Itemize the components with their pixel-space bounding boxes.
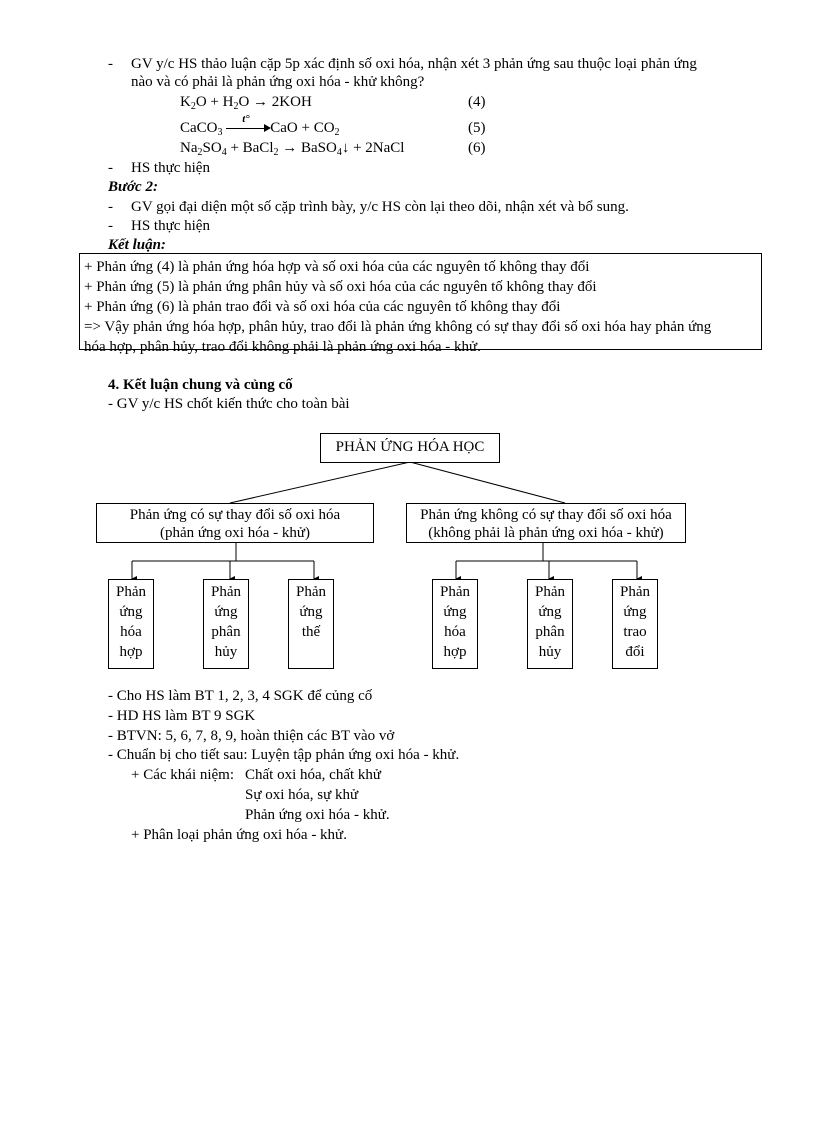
leaf-text: hợp [119, 644, 143, 660]
intro-line-1: GV y/c HS thảo luận cặp 5p xác định số oxi hóa, nhận xét 3 phản ứng sau thuộc loại phản ứng [131, 56, 697, 72]
leaf-box-exchange [612, 579, 658, 669]
homework-line: - HD HS làm BT 9 SGK [108, 708, 256, 724]
conclusion-line: => Vậy phản ứng hóa hợp, phân hủy, trao đổi là phản ứng không có sự thay đổi số oxi hóa hay phản ứng [84, 319, 712, 335]
leaf-text: Phản [440, 584, 470, 600]
leaf-text: Phản [296, 584, 326, 600]
diagram-right-branch [406, 503, 686, 543]
leaf-text: phân [535, 624, 565, 640]
left-branch-line2: (phản ứng oxi hóa - khử) [160, 525, 310, 541]
leaf-text: hóa [120, 624, 142, 640]
leaf-text: ứng [214, 604, 238, 620]
leaf-text: hủy [538, 644, 562, 660]
leaf-text: hủy [214, 644, 238, 660]
diagram-root-label: PHẢN ỨNG HÓA HỌC [335, 439, 485, 455]
bullet-dash: - [108, 218, 113, 234]
conclusion-line: + Phản ứng (6) là phản trao đổi và số oxi hóa của các nguyên tố không thay đổi [84, 299, 561, 315]
concept-2: Sự oxi hóa, sự khử [245, 787, 359, 803]
step2-line: GV gọi đại diện một số cặp trình bày, y/c HS còn lại theo dõi, nhận xét và bổ sung. [131, 199, 629, 215]
section4-line: - GV y/c HS chốt kiến thức cho toàn bài [108, 396, 350, 412]
leaf-text: hợp [443, 644, 467, 660]
concept-1: Chất oxi hóa, chất khử [245, 767, 382, 783]
homework-line: - Cho HS làm BT 1, 2, 3, 4 SGK để củng cố [108, 688, 373, 704]
conclusion-title: Kết luận: [108, 237, 166, 253]
leaf-text: đổi [625, 644, 645, 660]
leaf-box-combination-2 [432, 579, 478, 669]
leaf-text: phân [211, 624, 241, 640]
heat-symbol: t° [242, 113, 250, 125]
bullet-dash: - [108, 160, 113, 176]
homework-line: - BTVN: 5, 6, 7, 8, 9, hoàn thiện các BT vào vở [108, 728, 395, 744]
hs-do-1: HS thực hiện [131, 160, 210, 176]
leaf-text: thế [301, 624, 321, 640]
leaf-text: Phản [535, 584, 565, 600]
leaf-text: ứng [299, 604, 323, 620]
classification-line: + Phân loại phản ứng oxi hóa - khử. [131, 827, 347, 843]
leaf-box-decomposition [203, 579, 249, 669]
section4-title: 4. Kết luận chung và củng cố [108, 377, 293, 393]
diagram-root-box [320, 433, 500, 463]
left-branch-line1: Phản ứng có sự thay đổi số oxi hóa [129, 507, 341, 523]
leaf-text: Phản [116, 584, 146, 600]
leaf-text: ứng [443, 604, 467, 620]
leaf-box-combination [108, 579, 154, 669]
right-branch-line1: Phản ứng không có sự thay đổi số oxi hóa [420, 507, 672, 523]
diagram-left-branch [96, 503, 374, 543]
right-branch-line2: (không phải là phản ứng oxi hóa - khử) [428, 525, 664, 541]
leaf-text: trao [623, 624, 647, 640]
leaf-text: hóa [444, 624, 466, 640]
leaf-box-substitution [288, 579, 334, 669]
conclusion-line: + Phản ứng (5) là phản ứng phân hủy và số oxi hóa của các nguyên tố không thay đổi [84, 279, 597, 295]
bullet-dash: - [108, 56, 113, 72]
reaction-5: CaCO$_3$ t° CaO + $CO_2$ [180, 113, 340, 138]
leaf-text: Phản [211, 584, 241, 600]
reaction-6-number: (6) [468, 140, 486, 156]
reaction-4: $K_2O + H_2O \to 2KOH$ [180, 94, 312, 112]
concept-3: Phản ứng oxi hóa - khử. [245, 807, 390, 823]
bullet-dash: - [108, 199, 113, 215]
leaf-text: ứng [538, 604, 562, 620]
homework-line: - Chuẩn bị cho tiết sau: Luyện tập phản ứng oxi hóa - khử. [108, 747, 460, 763]
reaction-6: $Na_2SO_4$ + BaCl$_2$ → BaSO$_4$↓ + 2NaCl [180, 140, 405, 158]
hs-do-2: HS thực hiện [131, 218, 210, 234]
leaf-text: ứng [623, 604, 647, 620]
step2-title: Bước 2: [108, 179, 158, 195]
intro-line-2: nào và có phải là phản ứng oxi hóa - khử không? [131, 74, 425, 90]
leaf-text: ứng [119, 604, 143, 620]
leaf-box-decomposition-2 [527, 579, 573, 669]
conclusion-line: + Phản ứng (4) là phản ứng hóa hợp và số oxi hóa của các nguyên tố không thay đổi [84, 259, 590, 275]
conclusion-line: hóa hợp, phân hủy, trao đổi không phải là phản ứng oxi hóa - khử. [84, 339, 481, 355]
leaf-text: Phản [620, 584, 650, 600]
concepts-label: + Các khái niệm: [131, 767, 235, 783]
reaction-4-number: (4) [468, 94, 486, 110]
reaction-5-number: (5) [468, 120, 486, 136]
